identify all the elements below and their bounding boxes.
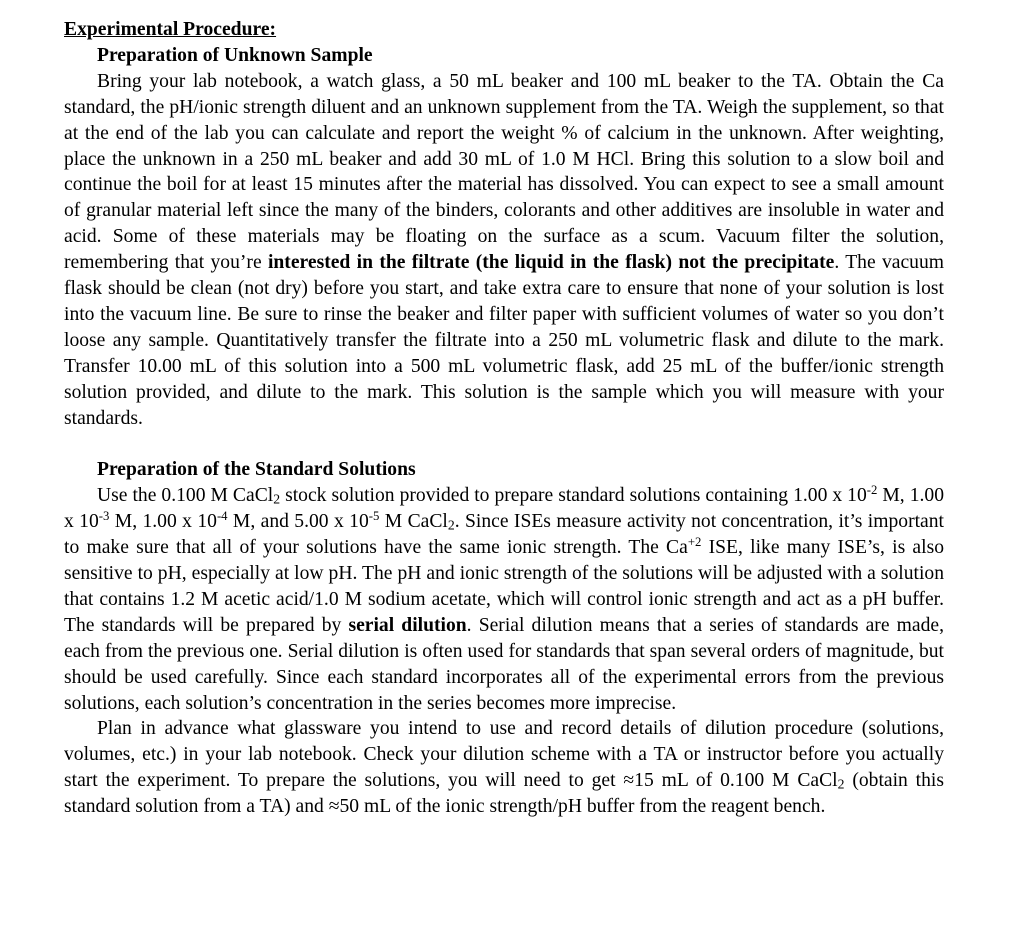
subscript: 2 (837, 777, 845, 792)
text-run: . Since ISEs measure activity not concentration, it’s important to make sure that all of your solutions have the same ionic strength. The Ca (64, 511, 944, 559)
text-run: M, and 5.00 x 10 (227, 511, 369, 533)
paragraph (64, 69, 944, 432)
document-title: Experimental Procedure: (64, 19, 277, 40)
text-run: M CaCl (379, 511, 448, 533)
subscript: 2 (273, 492, 281, 508)
bold-text: serial dilution (348, 614, 467, 636)
document-page (64, 17, 944, 820)
text-run: (obtain this standard solution from a TA) and ≈50 mL of the ionic strength/pH buffer from the reagent bench. (64, 770, 944, 818)
text-run: M, 1.00 x 10 (64, 485, 944, 533)
text-run: . The vacuum flask should be clean (not dry) before you start, and take extra care to ensure that none of your solution is lost into the vacuum line. Be sure to rinse the beaker and filter paper with sufficient volumes of water so you don’t loose any sample. Quantitatively transfer the filtrate into a 250 mL volumetric flask and dilute to the mark. Transfer 10.00 mL of this solution into a 500 mL volumetric flask, add 25 mL of the buffer/ionic strength solution provided, and dilute to the mark. This solution is the sample which you will measure with your standards. (64, 252, 945, 429)
superscript: -3 (98, 509, 110, 524)
text-run: Plan in advance what glassware you intend to use and record details of dilution procedure (solutions, volumes, etc.) in your lab notebook. Check your dilution scheme with a TA or instructor before you actually start the experiment. To prepare the solutions, you will need to get ≈15 mL of 0.100 M CaCl (64, 718, 944, 792)
text-run: M, 1.00 x 10 (109, 511, 217, 533)
text-run: Use the 0.100 M CaCl (97, 485, 274, 507)
paragraph (64, 483, 944, 716)
superscript: -5 (368, 509, 380, 524)
paragraph-gap (64, 432, 944, 458)
bold-text: interested in the filtrate (the liquid in the flask) not the precipitate (267, 252, 835, 274)
text-run: . Serial dilution means that a series of standards are made, each from the previous one. Serial dilution is often used for standards that span several orders of magnitude, but should be used carefully. Since each standard incorporates all of the experimental errors from the previous solutions, each solution’s concentration in the series becomes more imprecise. (64, 614, 944, 714)
section-heading-standard-solutions: Preparation of the Standard Solutions (97, 459, 416, 481)
section-heading-unknown-sample: Preparation of Unknown Sample (97, 44, 373, 66)
superscript: -2 (866, 483, 878, 498)
text-run: ISE, like many ISE’s, is also sensitive to pH, especially at low pH. The pH and ionic strength of the solutions will be adjusted with a solution that contains 1.2 M acetic acid/1.0 M sodium acetate, which will control ionic strength and act as a pH buffer. The standards will be prepared by (64, 537, 944, 636)
subscript: 2 (447, 517, 455, 533)
text-run: stock solution provided to prepare standard solutions containing 1.00 x 10 (280, 485, 867, 507)
superscript: +2 (687, 535, 702, 550)
text-run: Bring your lab notebook, a watch glass, a 50 mL beaker and 100 mL beaker to the TA. Obtain the Ca standard, the pH/ionic strength diluent and an unknown supplement from the TA. Weigh the supplement, so that at the end of the lab you can calculate and report the weight % of calcium in the unknown. After weighting, place the unknown in a 250 mL beaker and add 30 mL of 1.0 M HCl. Bring this solution to a slow boil and continue the boil for at least 15 minutes after the material has dissolved. You can expect to see a small amount of granular material left since the many of the binders, colorants and other additives are insoluble in water and acid. Some of these materials may be floating on the surface as a scum. Vacuum filter the solution, remembering that you’re (64, 70, 944, 274)
superscript: -4 (216, 509, 228, 524)
paragraph (64, 716, 944, 820)
